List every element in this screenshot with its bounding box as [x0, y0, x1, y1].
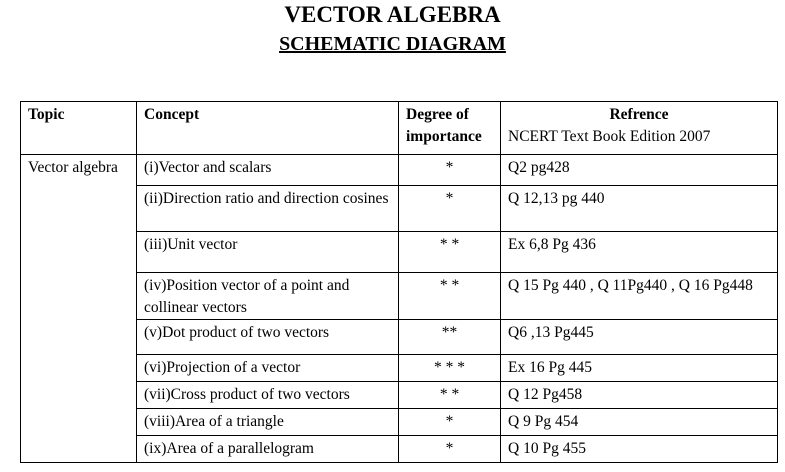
header-degree: Degree of importance [399, 102, 501, 155]
reference-cell: Q2 pg428 [501, 155, 778, 186]
concept-cell: (iv)Position vector of a point and collinear vectors [137, 273, 399, 320]
page-title: VECTOR ALGEBRA [284, 2, 501, 27]
concept-cell: (ii)Direction ratio and direction cosines [137, 186, 399, 232]
reference-cell: Ex 6,8 Pg 436 [501, 232, 778, 273]
concept-cell: (i)Vector and scalars [137, 155, 399, 186]
reference-cell: Q 15 Pg 440 , Q 11Pg440 , Q 16 Pg448 [501, 273, 778, 320]
degree-cell: * * [399, 273, 501, 320]
concept-cell: (ix)Area of a parallelogram [137, 436, 399, 463]
concept-cell: (vii)Cross product of two vectors [137, 382, 399, 409]
header-topic: Topic [21, 102, 137, 155]
reference-cell: Q 9 Pg 454 [501, 409, 778, 436]
concept-cell: (iii)Unit vector [137, 232, 399, 273]
reference-cell: Ex 16 Pg 445 [501, 355, 778, 382]
degree-cell: * * [399, 382, 501, 409]
reference-cell: Q 10 Pg 455 [501, 436, 778, 463]
degree-cell: * [399, 409, 501, 436]
header-reference-sub: NCERT Text Book Edition 2007 [508, 128, 711, 145]
degree-cell: * [399, 186, 501, 232]
reference-cell: Q 12,13 pg 440 [501, 186, 778, 232]
header-reference-label: Refrence [609, 106, 669, 123]
header-reference [501, 102, 778, 155]
degree-cell: * * [399, 232, 501, 273]
concept-cell: (viii)Area of a triangle [137, 409, 399, 436]
degree-cell: * * * [399, 355, 501, 382]
concept-cell: (v)Dot product of two vectors [137, 320, 399, 355]
degree-cell: * [399, 155, 501, 186]
degree-cell: * [399, 436, 501, 463]
table-header-row [21, 102, 778, 155]
header-concept: Concept [137, 102, 399, 155]
page-subtitle [0, 33, 785, 56]
concept-cell: (vi)Projection of a vector [137, 355, 399, 382]
subtitle-text: SCHEMATIC DIAGRAM [279, 33, 506, 55]
degree-cell: ** [399, 320, 501, 355]
topic-cell: Vector algebra [21, 155, 137, 463]
reference-cell: Q6 ,13 Pg445 [501, 320, 778, 355]
reference-cell: Q 12 Pg458 [501, 382, 778, 409]
table-row [21, 155, 778, 186]
schematic-table [20, 101, 778, 463]
